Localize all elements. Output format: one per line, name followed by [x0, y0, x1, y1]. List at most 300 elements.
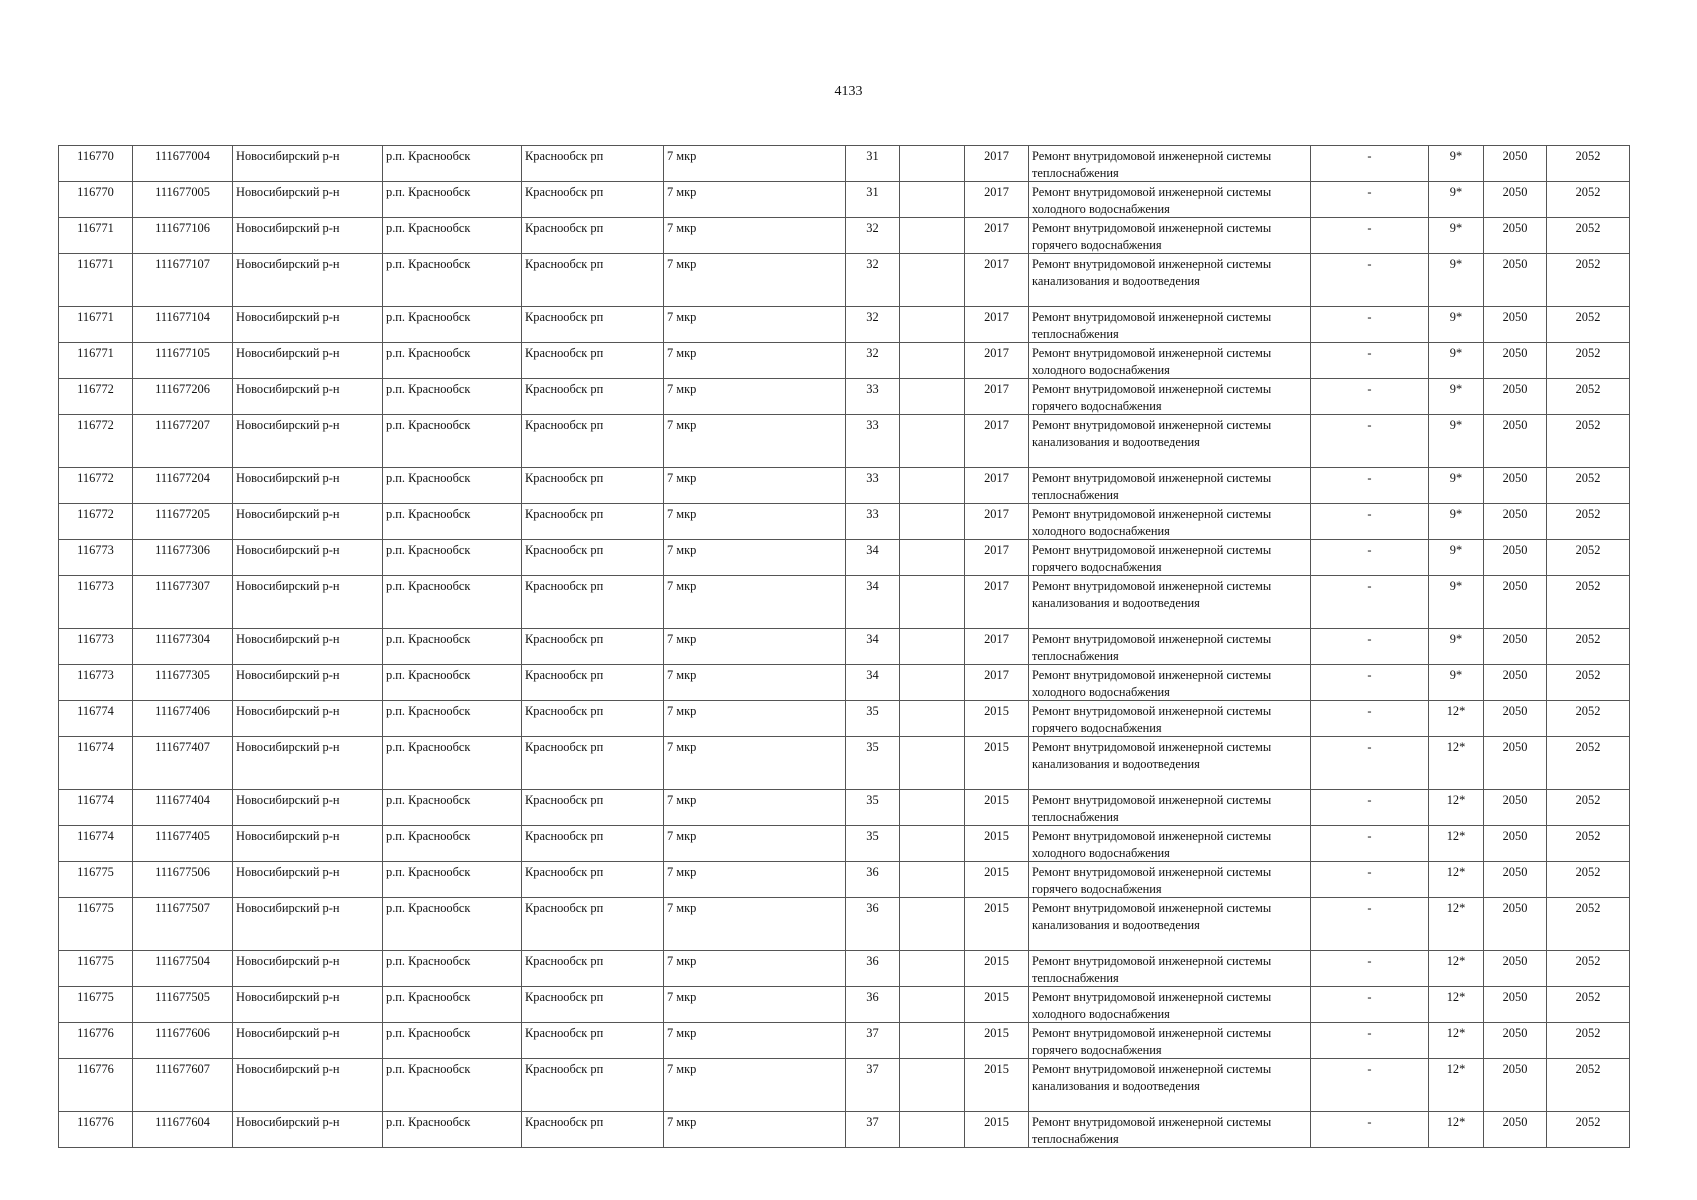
locality-cell: Краснообск рп [522, 218, 664, 254]
district-cell: Новосибирский р-н [233, 951, 383, 987]
house-id-cell: 116775 [59, 862, 133, 898]
house-number-cell: 33 [846, 504, 900, 540]
object-id-cell: 111677107 [133, 254, 233, 307]
year-cell: 2015 [965, 1023, 1029, 1059]
object-id-cell: 111677505 [133, 987, 233, 1023]
work-type-cell: Ремонт внутридомовой инженерной системы теплоснабжения [1029, 790, 1311, 826]
district-cell: Новосибирский р-н [233, 701, 383, 737]
object-id-cell: 111677404 [133, 790, 233, 826]
dash-cell: - [1311, 415, 1429, 468]
dash-cell: - [1311, 987, 1429, 1023]
table-row [59, 701, 1630, 737]
house-number-cell: 31 [846, 146, 900, 182]
street-cell: 7 мкр [664, 182, 846, 218]
street-cell: 7 мкр [664, 790, 846, 826]
house-number-cell: 33 [846, 468, 900, 504]
page-number: 4133 [834, 84, 863, 99]
work-type-cell: Ремонт внутридомовой инженерной системы теплоснабжения [1029, 951, 1311, 987]
object-id-cell: 111677607 [133, 1059, 233, 1112]
end-year-cell: 2052 [1547, 182, 1630, 218]
settlement-cell: р.п. Краснообск [383, 898, 522, 951]
locality-cell: Краснообск рп [522, 701, 664, 737]
house-number-cell: 35 [846, 826, 900, 862]
table-row [59, 790, 1630, 826]
dash-cell: - [1311, 629, 1429, 665]
work-type-cell: Ремонт внутридомовой инженерной системы горячего водоснабжения [1029, 701, 1311, 737]
dash-cell: - [1311, 826, 1429, 862]
house-id-cell: 116774 [59, 737, 133, 790]
building-cell [900, 254, 965, 307]
year-cell: 2017 [965, 540, 1029, 576]
district-cell: Новосибирский р-н [233, 898, 383, 951]
street-cell: 7 мкр [664, 862, 846, 898]
house-id-cell: 116772 [59, 415, 133, 468]
house-id-cell: 116771 [59, 343, 133, 379]
floors-cell: 12* [1429, 1112, 1484, 1148]
district-cell: Новосибирский р-н [233, 254, 383, 307]
table-row [59, 1023, 1630, 1059]
locality-cell: Краснообск рп [522, 576, 664, 629]
locality-cell: Краснообск рп [522, 826, 664, 862]
settlement-cell: р.п. Краснообск [383, 1059, 522, 1112]
district-cell: Новосибирский р-н [233, 1023, 383, 1059]
object-id-cell: 111677606 [133, 1023, 233, 1059]
year-cell: 2017 [965, 468, 1029, 504]
district-cell: Новосибирский р-н [233, 379, 383, 415]
locality-cell: Краснообск рп [522, 468, 664, 504]
house-number-cell: 33 [846, 379, 900, 415]
floors-cell: 9* [1429, 468, 1484, 504]
registry-body [59, 146, 1630, 1148]
settlement-cell: р.п. Краснообск [383, 862, 522, 898]
dash-cell: - [1311, 343, 1429, 379]
house-number-cell: 35 [846, 790, 900, 826]
year-cell: 2015 [965, 862, 1029, 898]
year-cell: 2017 [965, 146, 1029, 182]
object-id-cell: 111677104 [133, 307, 233, 343]
year-cell: 2017 [965, 218, 1029, 254]
locality-cell: Краснообск рп [522, 1023, 664, 1059]
house-id-cell: 116773 [59, 576, 133, 629]
house-number-cell: 34 [846, 540, 900, 576]
work-type-cell: Ремонт внутридомовой инженерной системы теплоснабжения [1029, 146, 1311, 182]
locality-cell: Краснообск рп [522, 379, 664, 415]
work-type-cell: Ремонт внутридомовой инженерной системы горячего водоснабжения [1029, 218, 1311, 254]
floors-cell: 12* [1429, 826, 1484, 862]
dash-cell: - [1311, 701, 1429, 737]
street-cell: 7 мкр [664, 146, 846, 182]
settlement-cell: р.п. Краснообск [383, 790, 522, 826]
work-type-cell: Ремонт внутридомовой инженерной системы канализования и водоотведения [1029, 576, 1311, 629]
end-year-cell: 2052 [1547, 1059, 1630, 1112]
house-number-cell: 34 [846, 576, 900, 629]
work-type-cell: Ремонт внутридомовой инженерной системы горячего водоснабжения [1029, 862, 1311, 898]
start-year-cell: 2050 [1484, 146, 1547, 182]
street-cell: 7 мкр [664, 1059, 846, 1112]
building-cell [900, 1023, 965, 1059]
district-cell: Новосибирский р-н [233, 1059, 383, 1112]
street-cell: 7 мкр [664, 665, 846, 701]
start-year-cell: 2050 [1484, 629, 1547, 665]
table-row [59, 254, 1630, 307]
work-type-cell: Ремонт внутридомовой инженерной системы горячего водоснабжения [1029, 540, 1311, 576]
year-cell: 2017 [965, 307, 1029, 343]
floors-cell: 12* [1429, 1059, 1484, 1112]
work-type-cell: Ремонт внутридомовой инженерной системы теплоснабжения [1029, 307, 1311, 343]
work-type-cell: Ремонт внутридомовой инженерной системы теплоснабжения [1029, 629, 1311, 665]
table-row [59, 951, 1630, 987]
building-cell [900, 415, 965, 468]
dash-cell: - [1311, 379, 1429, 415]
object-id-cell: 111677106 [133, 218, 233, 254]
end-year-cell: 2052 [1547, 701, 1630, 737]
table-row [59, 415, 1630, 468]
end-year-cell: 2052 [1547, 307, 1630, 343]
work-type-cell: Ремонт внутридомовой инженерной системы канализования и водоотведения [1029, 415, 1311, 468]
object-id-cell: 111677604 [133, 1112, 233, 1148]
start-year-cell: 2050 [1484, 182, 1547, 218]
district-cell: Новосибирский р-н [233, 307, 383, 343]
locality-cell: Краснообск рп [522, 898, 664, 951]
dash-cell: - [1311, 307, 1429, 343]
end-year-cell: 2052 [1547, 665, 1630, 701]
year-cell: 2015 [965, 737, 1029, 790]
district-cell: Новосибирский р-н [233, 737, 383, 790]
house-number-cell: 37 [846, 1023, 900, 1059]
start-year-cell: 2050 [1484, 898, 1547, 951]
start-year-cell: 2050 [1484, 415, 1547, 468]
start-year-cell: 2050 [1484, 218, 1547, 254]
street-cell: 7 мкр [664, 1112, 846, 1148]
table-row [59, 826, 1630, 862]
house-number-cell: 36 [846, 862, 900, 898]
settlement-cell: р.п. Краснообск [383, 701, 522, 737]
floors-cell: 12* [1429, 701, 1484, 737]
start-year-cell: 2050 [1484, 540, 1547, 576]
settlement-cell: р.п. Краснообск [383, 218, 522, 254]
settlement-cell: р.п. Краснообск [383, 540, 522, 576]
building-cell [900, 1059, 965, 1112]
house-number-cell: 32 [846, 343, 900, 379]
district-cell: Новосибирский р-н [233, 987, 383, 1023]
district-cell: Новосибирский р-н [233, 182, 383, 218]
locality-cell: Краснообск рп [522, 737, 664, 790]
start-year-cell: 2050 [1484, 1059, 1547, 1112]
settlement-cell: р.п. Краснообск [383, 415, 522, 468]
table-row [59, 379, 1630, 415]
year-cell: 2017 [965, 576, 1029, 629]
dash-cell: - [1311, 790, 1429, 826]
settlement-cell: р.п. Краснообск [383, 504, 522, 540]
settlement-cell: р.п. Краснообск [383, 254, 522, 307]
district-cell: Новосибирский р-н [233, 540, 383, 576]
settlement-cell: р.п. Краснообск [383, 182, 522, 218]
end-year-cell: 2052 [1547, 576, 1630, 629]
object-id-cell: 111677305 [133, 665, 233, 701]
table-row [59, 862, 1630, 898]
work-type-cell: Ремонт внутридомовой инженерной системы холодного водоснабжения [1029, 665, 1311, 701]
house-id-cell: 116776 [59, 1059, 133, 1112]
object-id-cell: 111677206 [133, 379, 233, 415]
district-cell: Новосибирский р-н [233, 862, 383, 898]
building-cell [900, 307, 965, 343]
year-cell: 2015 [965, 826, 1029, 862]
table-row [59, 182, 1630, 218]
street-cell: 7 мкр [664, 540, 846, 576]
building-cell [900, 987, 965, 1023]
locality-cell: Краснообск рп [522, 1059, 664, 1112]
house-id-cell: 116776 [59, 1023, 133, 1059]
floors-cell: 12* [1429, 862, 1484, 898]
dash-cell: - [1311, 576, 1429, 629]
dash-cell: - [1311, 254, 1429, 307]
street-cell: 7 мкр [664, 987, 846, 1023]
object-id-cell: 111677005 [133, 182, 233, 218]
start-year-cell: 2050 [1484, 790, 1547, 826]
dash-cell: - [1311, 862, 1429, 898]
building-cell [900, 862, 965, 898]
district-cell: Новосибирский р-н [233, 146, 383, 182]
street-cell: 7 мкр [664, 218, 846, 254]
building-cell [900, 540, 965, 576]
building-cell [900, 468, 965, 504]
house-number-cell: 36 [846, 987, 900, 1023]
table-row [59, 504, 1630, 540]
work-type-cell: Ремонт внутридомовой инженерной системы горячего водоснабжения [1029, 379, 1311, 415]
table-row [59, 218, 1630, 254]
year-cell: 2017 [965, 343, 1029, 379]
locality-cell: Краснообск рп [522, 146, 664, 182]
start-year-cell: 2050 [1484, 826, 1547, 862]
district-cell: Новосибирский р-н [233, 665, 383, 701]
floors-cell: 9* [1429, 540, 1484, 576]
work-type-cell: Ремонт внутридомовой инженерной системы теплоснабжения [1029, 468, 1311, 504]
locality-cell: Краснообск рп [522, 665, 664, 701]
end-year-cell: 2052 [1547, 1023, 1630, 1059]
object-id-cell: 111677306 [133, 540, 233, 576]
house-id-cell: 116773 [59, 540, 133, 576]
locality-cell: Краснообск рп [522, 540, 664, 576]
work-type-cell: Ремонт внутридомовой инженерной системы канализования и водоотведения [1029, 898, 1311, 951]
table-row [59, 1112, 1630, 1148]
dash-cell: - [1311, 504, 1429, 540]
object-id-cell: 111677405 [133, 826, 233, 862]
end-year-cell: 2052 [1547, 254, 1630, 307]
floors-cell: 9* [1429, 146, 1484, 182]
house-number-cell: 34 [846, 629, 900, 665]
year-cell: 2017 [965, 379, 1029, 415]
building-cell [900, 576, 965, 629]
house-id-cell: 116772 [59, 468, 133, 504]
start-year-cell: 2050 [1484, 576, 1547, 629]
year-cell: 2017 [965, 254, 1029, 307]
house-id-cell: 116775 [59, 898, 133, 951]
dash-cell: - [1311, 1023, 1429, 1059]
start-year-cell: 2050 [1484, 379, 1547, 415]
locality-cell: Краснообск рп [522, 629, 664, 665]
end-year-cell: 2052 [1547, 146, 1630, 182]
district-cell: Новосибирский р-н [233, 343, 383, 379]
end-year-cell: 2052 [1547, 504, 1630, 540]
house-number-cell: 37 [846, 1112, 900, 1148]
building-cell [900, 218, 965, 254]
settlement-cell: р.п. Краснообск [383, 576, 522, 629]
year-cell: 2015 [965, 701, 1029, 737]
building-cell [900, 343, 965, 379]
end-year-cell: 2052 [1547, 737, 1630, 790]
work-type-cell: Ремонт внутридомовой инженерной системы теплоснабжения [1029, 1112, 1311, 1148]
year-cell: 2017 [965, 182, 1029, 218]
building-cell [900, 790, 965, 826]
end-year-cell: 2052 [1547, 790, 1630, 826]
street-cell: 7 мкр [664, 307, 846, 343]
house-number-cell: 35 [846, 737, 900, 790]
locality-cell: Краснообск рп [522, 1112, 664, 1148]
settlement-cell: р.п. Краснообск [383, 468, 522, 504]
locality-cell: Краснообск рп [522, 415, 664, 468]
floors-cell: 9* [1429, 504, 1484, 540]
house-id-cell: 116776 [59, 1112, 133, 1148]
table-row [59, 665, 1630, 701]
house-number-cell: 32 [846, 307, 900, 343]
object-id-cell: 111677507 [133, 898, 233, 951]
floors-cell: 12* [1429, 737, 1484, 790]
start-year-cell: 2050 [1484, 254, 1547, 307]
settlement-cell: р.п. Краснообск [383, 307, 522, 343]
year-cell: 2017 [965, 415, 1029, 468]
end-year-cell: 2052 [1547, 826, 1630, 862]
building-cell [900, 665, 965, 701]
table-row [59, 987, 1630, 1023]
floors-cell: 12* [1429, 987, 1484, 1023]
district-cell: Новосибирский р-н [233, 629, 383, 665]
building-cell [900, 182, 965, 218]
object-id-cell: 111677205 [133, 504, 233, 540]
table-row [59, 898, 1630, 951]
end-year-cell: 2052 [1547, 343, 1630, 379]
start-year-cell: 2050 [1484, 343, 1547, 379]
work-type-cell: Ремонт внутридомовой инженерной системы холодного водоснабжения [1029, 182, 1311, 218]
floors-cell: 12* [1429, 1023, 1484, 1059]
building-cell [900, 826, 965, 862]
house-id-cell: 116774 [59, 701, 133, 737]
building-cell [900, 737, 965, 790]
street-cell: 7 мкр [664, 898, 846, 951]
year-cell: 2015 [965, 1112, 1029, 1148]
end-year-cell: 2052 [1547, 379, 1630, 415]
start-year-cell: 2050 [1484, 468, 1547, 504]
start-year-cell: 2050 [1484, 951, 1547, 987]
building-cell [900, 379, 965, 415]
floors-cell: 9* [1429, 415, 1484, 468]
dash-cell: - [1311, 1059, 1429, 1112]
object-id-cell: 111677407 [133, 737, 233, 790]
building-cell [900, 898, 965, 951]
end-year-cell: 2052 [1547, 468, 1630, 504]
house-id-cell: 116773 [59, 629, 133, 665]
house-number-cell: 33 [846, 415, 900, 468]
district-cell: Новосибирский р-н [233, 826, 383, 862]
start-year-cell: 2050 [1484, 987, 1547, 1023]
object-id-cell: 111677207 [133, 415, 233, 468]
house-id-cell: 116774 [59, 826, 133, 862]
building-cell [900, 1112, 965, 1148]
house-number-cell: 36 [846, 951, 900, 987]
dash-cell: - [1311, 665, 1429, 701]
house-id-cell: 116771 [59, 254, 133, 307]
dash-cell: - [1311, 182, 1429, 218]
year-cell: 2017 [965, 504, 1029, 540]
building-cell [900, 504, 965, 540]
object-id-cell: 111677506 [133, 862, 233, 898]
settlement-cell: р.п. Краснообск [383, 146, 522, 182]
building-cell [900, 951, 965, 987]
building-cell [900, 701, 965, 737]
start-year-cell: 2050 [1484, 737, 1547, 790]
object-id-cell: 111677105 [133, 343, 233, 379]
settlement-cell: р.п. Краснообск [383, 951, 522, 987]
dash-cell: - [1311, 468, 1429, 504]
settlement-cell: р.п. Краснообск [383, 1112, 522, 1148]
year-cell: 2015 [965, 1059, 1029, 1112]
object-id-cell: 111677307 [133, 576, 233, 629]
floors-cell: 12* [1429, 951, 1484, 987]
end-year-cell: 2052 [1547, 629, 1630, 665]
street-cell: 7 мкр [664, 576, 846, 629]
street-cell: 7 мкр [664, 629, 846, 665]
district-cell: Новосибирский р-н [233, 790, 383, 826]
work-type-cell: Ремонт внутридомовой инженерной системы холодного водоснабжения [1029, 343, 1311, 379]
year-cell: 2017 [965, 629, 1029, 665]
locality-cell: Краснообск рп [522, 343, 664, 379]
work-type-cell: Ремонт внутридомовой инженерной системы холодного водоснабжения [1029, 987, 1311, 1023]
end-year-cell: 2052 [1547, 987, 1630, 1023]
settlement-cell: р.п. Краснообск [383, 379, 522, 415]
table-row [59, 1059, 1630, 1112]
locality-cell: Краснообск рп [522, 862, 664, 898]
table-row [59, 343, 1630, 379]
year-cell: 2015 [965, 790, 1029, 826]
district-cell: Новосибирский р-н [233, 415, 383, 468]
floors-cell: 9* [1429, 379, 1484, 415]
dash-cell: - [1311, 951, 1429, 987]
house-id-cell: 116770 [59, 182, 133, 218]
house-id-cell: 116775 [59, 987, 133, 1023]
year-cell: 2015 [965, 951, 1029, 987]
house-id-cell: 116772 [59, 379, 133, 415]
year-cell: 2015 [965, 898, 1029, 951]
house-number-cell: 32 [846, 218, 900, 254]
dash-cell: - [1311, 898, 1429, 951]
work-type-cell: Ремонт внутридомовой инженерной системы горячего водоснабжения [1029, 1023, 1311, 1059]
start-year-cell: 2050 [1484, 1112, 1547, 1148]
table-row [59, 737, 1630, 790]
end-year-cell: 2052 [1547, 898, 1630, 951]
start-year-cell: 2050 [1484, 862, 1547, 898]
object-id-cell: 111677004 [133, 146, 233, 182]
start-year-cell: 2050 [1484, 1023, 1547, 1059]
object-id-cell: 111677304 [133, 629, 233, 665]
dash-cell: - [1311, 218, 1429, 254]
street-cell: 7 мкр [664, 468, 846, 504]
district-cell: Новосибирский р-н [233, 504, 383, 540]
settlement-cell: р.п. Краснообск [383, 343, 522, 379]
district-cell: Новосибирский р-н [233, 218, 383, 254]
floors-cell: 12* [1429, 790, 1484, 826]
start-year-cell: 2050 [1484, 307, 1547, 343]
district-cell: Новосибирский р-н [233, 468, 383, 504]
house-id-cell: 116772 [59, 504, 133, 540]
